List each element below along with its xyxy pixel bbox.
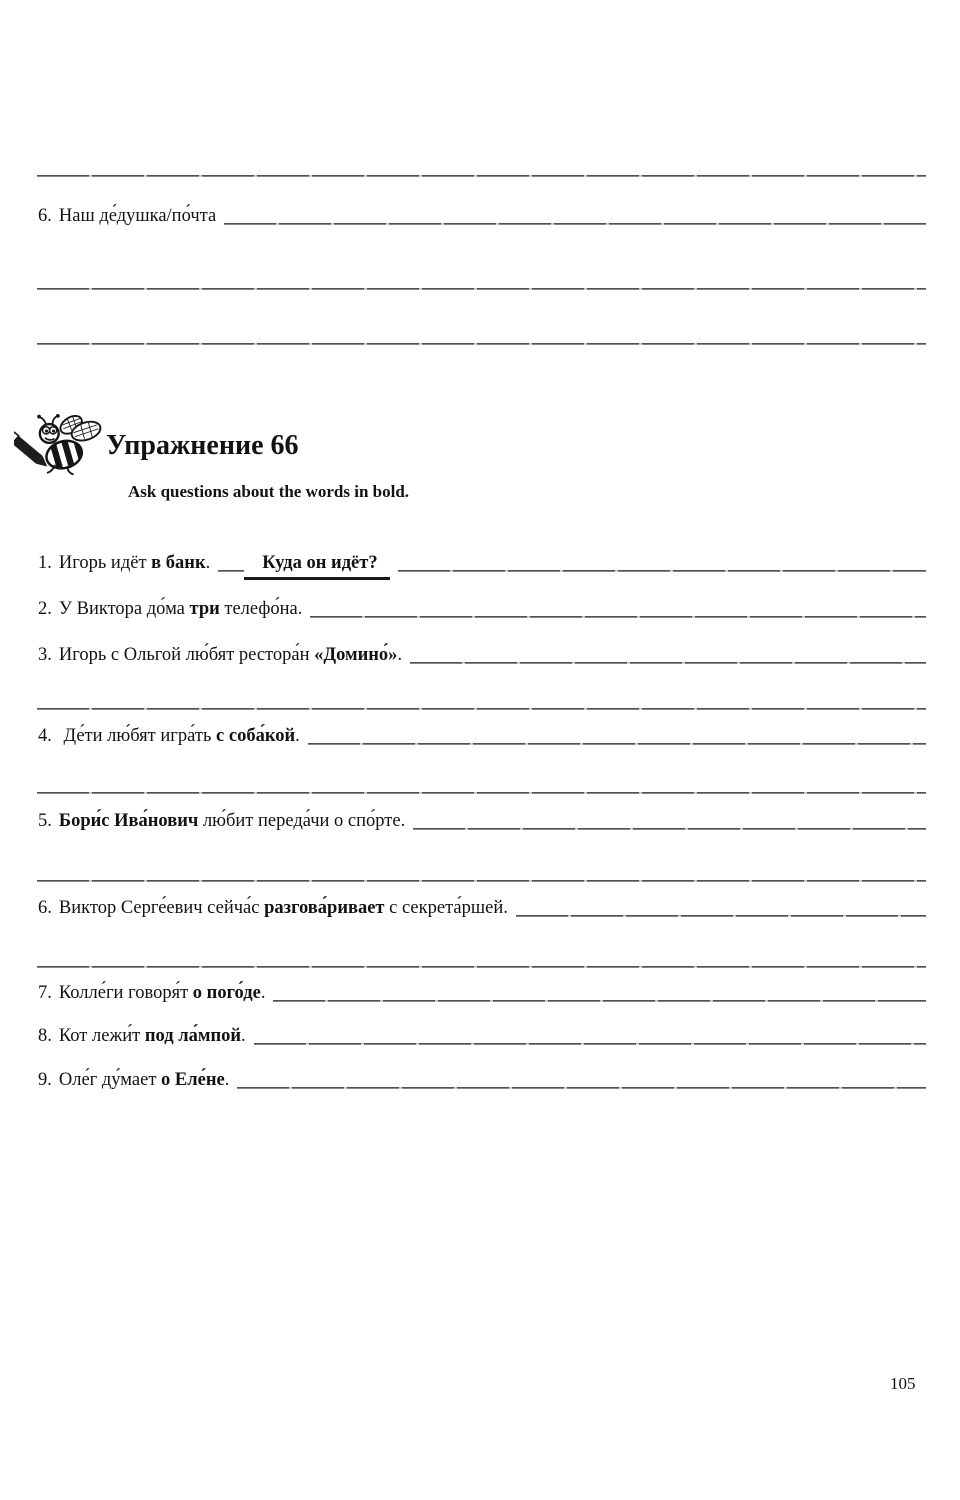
blank-segment (218, 564, 244, 572)
sentence-segment: . (295, 726, 300, 746)
exercise-item-row (38, 1024, 926, 1049)
exercise-item-row (38, 896, 926, 921)
answer-blank (413, 822, 926, 830)
exercise-item-row (38, 981, 926, 1006)
ruled-blank-line (37, 708, 926, 710)
item-number: 1. (38, 553, 52, 573)
item-sentence (59, 724, 300, 749)
sentence-segment: с соба́кой (216, 726, 296, 746)
item-sentence (59, 643, 402, 668)
sentence-segment: о пого́де (192, 983, 261, 1003)
sentence-segment: три (189, 599, 220, 619)
ruled-blank-line (37, 175, 926, 177)
answer-blank (310, 610, 926, 618)
sentence-segment: Виктор Серге́евич сейча́с (58, 898, 265, 918)
ruled-blank-line (37, 880, 926, 882)
answer-blank (254, 1037, 926, 1045)
item-number: 8. (38, 1026, 52, 1046)
item-number: 5. (38, 811, 52, 831)
sentence-segment: «Домино́» (314, 645, 398, 665)
answer-blank (237, 1081, 926, 1089)
bee-with-pencil-icon (14, 412, 108, 480)
exercise-item-row (38, 551, 926, 580)
sentence-segment: Оле́г ду́мает (58, 1070, 162, 1090)
item-sentence (59, 896, 508, 921)
item-sentence (59, 981, 266, 1006)
sentence-segment: о Еле́не (161, 1070, 225, 1090)
ruled-blank-line (37, 966, 926, 968)
item-number: 7. (38, 983, 52, 1003)
sentence-segment: Кот лежи́т (58, 1026, 145, 1046)
sentence-segment: разгова́ривает (264, 898, 385, 918)
sentence-segment: Колле́ги говоря́т (58, 983, 193, 1003)
answer-blank (516, 909, 926, 917)
item-number: 6. (38, 206, 52, 226)
sentence-segment: Де́ти лю́бят игра́ть (58, 726, 217, 746)
sentence-segment: Бори́с Ива́нович (58, 811, 199, 831)
answer-blank (308, 737, 926, 745)
answer-blank (273, 994, 926, 1002)
sentence-segment: . (241, 1026, 246, 1046)
item-sentence (59, 809, 405, 834)
handwritten-answer: Куда он идёт? (244, 551, 389, 580)
exercise-title: Упражнение 66 (106, 430, 299, 461)
item-sentence (59, 597, 302, 622)
item-sentence (59, 1024, 246, 1049)
item-number: 4. (38, 726, 52, 746)
exercise-item-row (38, 809, 926, 834)
prev-exercise-item (38, 204, 926, 229)
item-sentence (59, 551, 210, 576)
item-number: 9. (38, 1070, 52, 1090)
sentence-segment: лю́бит переда́чи о спо́рте. (198, 811, 406, 831)
sentence-segment: . (224, 1070, 230, 1090)
ruled-blank-line (37, 792, 926, 794)
answer-blank (410, 656, 926, 664)
ruled-blank-line (37, 288, 926, 290)
answer-blank (224, 217, 926, 225)
item-text: Наш де́душка/по́чта (58, 206, 217, 226)
exercise-item-row (38, 597, 926, 622)
sentence-segment: . (205, 553, 211, 573)
ruled-blank-line (37, 343, 926, 345)
sentence-segment: телефо́на. (219, 599, 303, 619)
exercise-item-row (38, 724, 926, 749)
sentence-segment: У Виктора до́ма (58, 599, 190, 619)
sentence-segment: с секрета́ршей. (384, 898, 508, 918)
sentence-segment: Игорь с Ольгой лю́бят рестора́н (58, 645, 315, 665)
sentence-segment: в банк (151, 553, 206, 573)
exercise-item-row (38, 643, 926, 668)
item-sentence (59, 1068, 229, 1093)
item-number: 2. (38, 599, 52, 619)
sentence-segment: под ла́мпой (144, 1026, 242, 1046)
item-number: 3. (38, 645, 52, 665)
page-number: 105 (890, 1374, 916, 1393)
exercise-instruction: Ask questions about the words in bold. (128, 482, 410, 501)
answer-blank (398, 564, 926, 572)
sentence-segment: . (260, 983, 266, 1003)
item-number: 6. (38, 898, 52, 918)
sentence-segment: . (397, 645, 403, 665)
sentence-segment: Игорь идёт (58, 553, 152, 573)
exercise-item-row (38, 1068, 926, 1093)
